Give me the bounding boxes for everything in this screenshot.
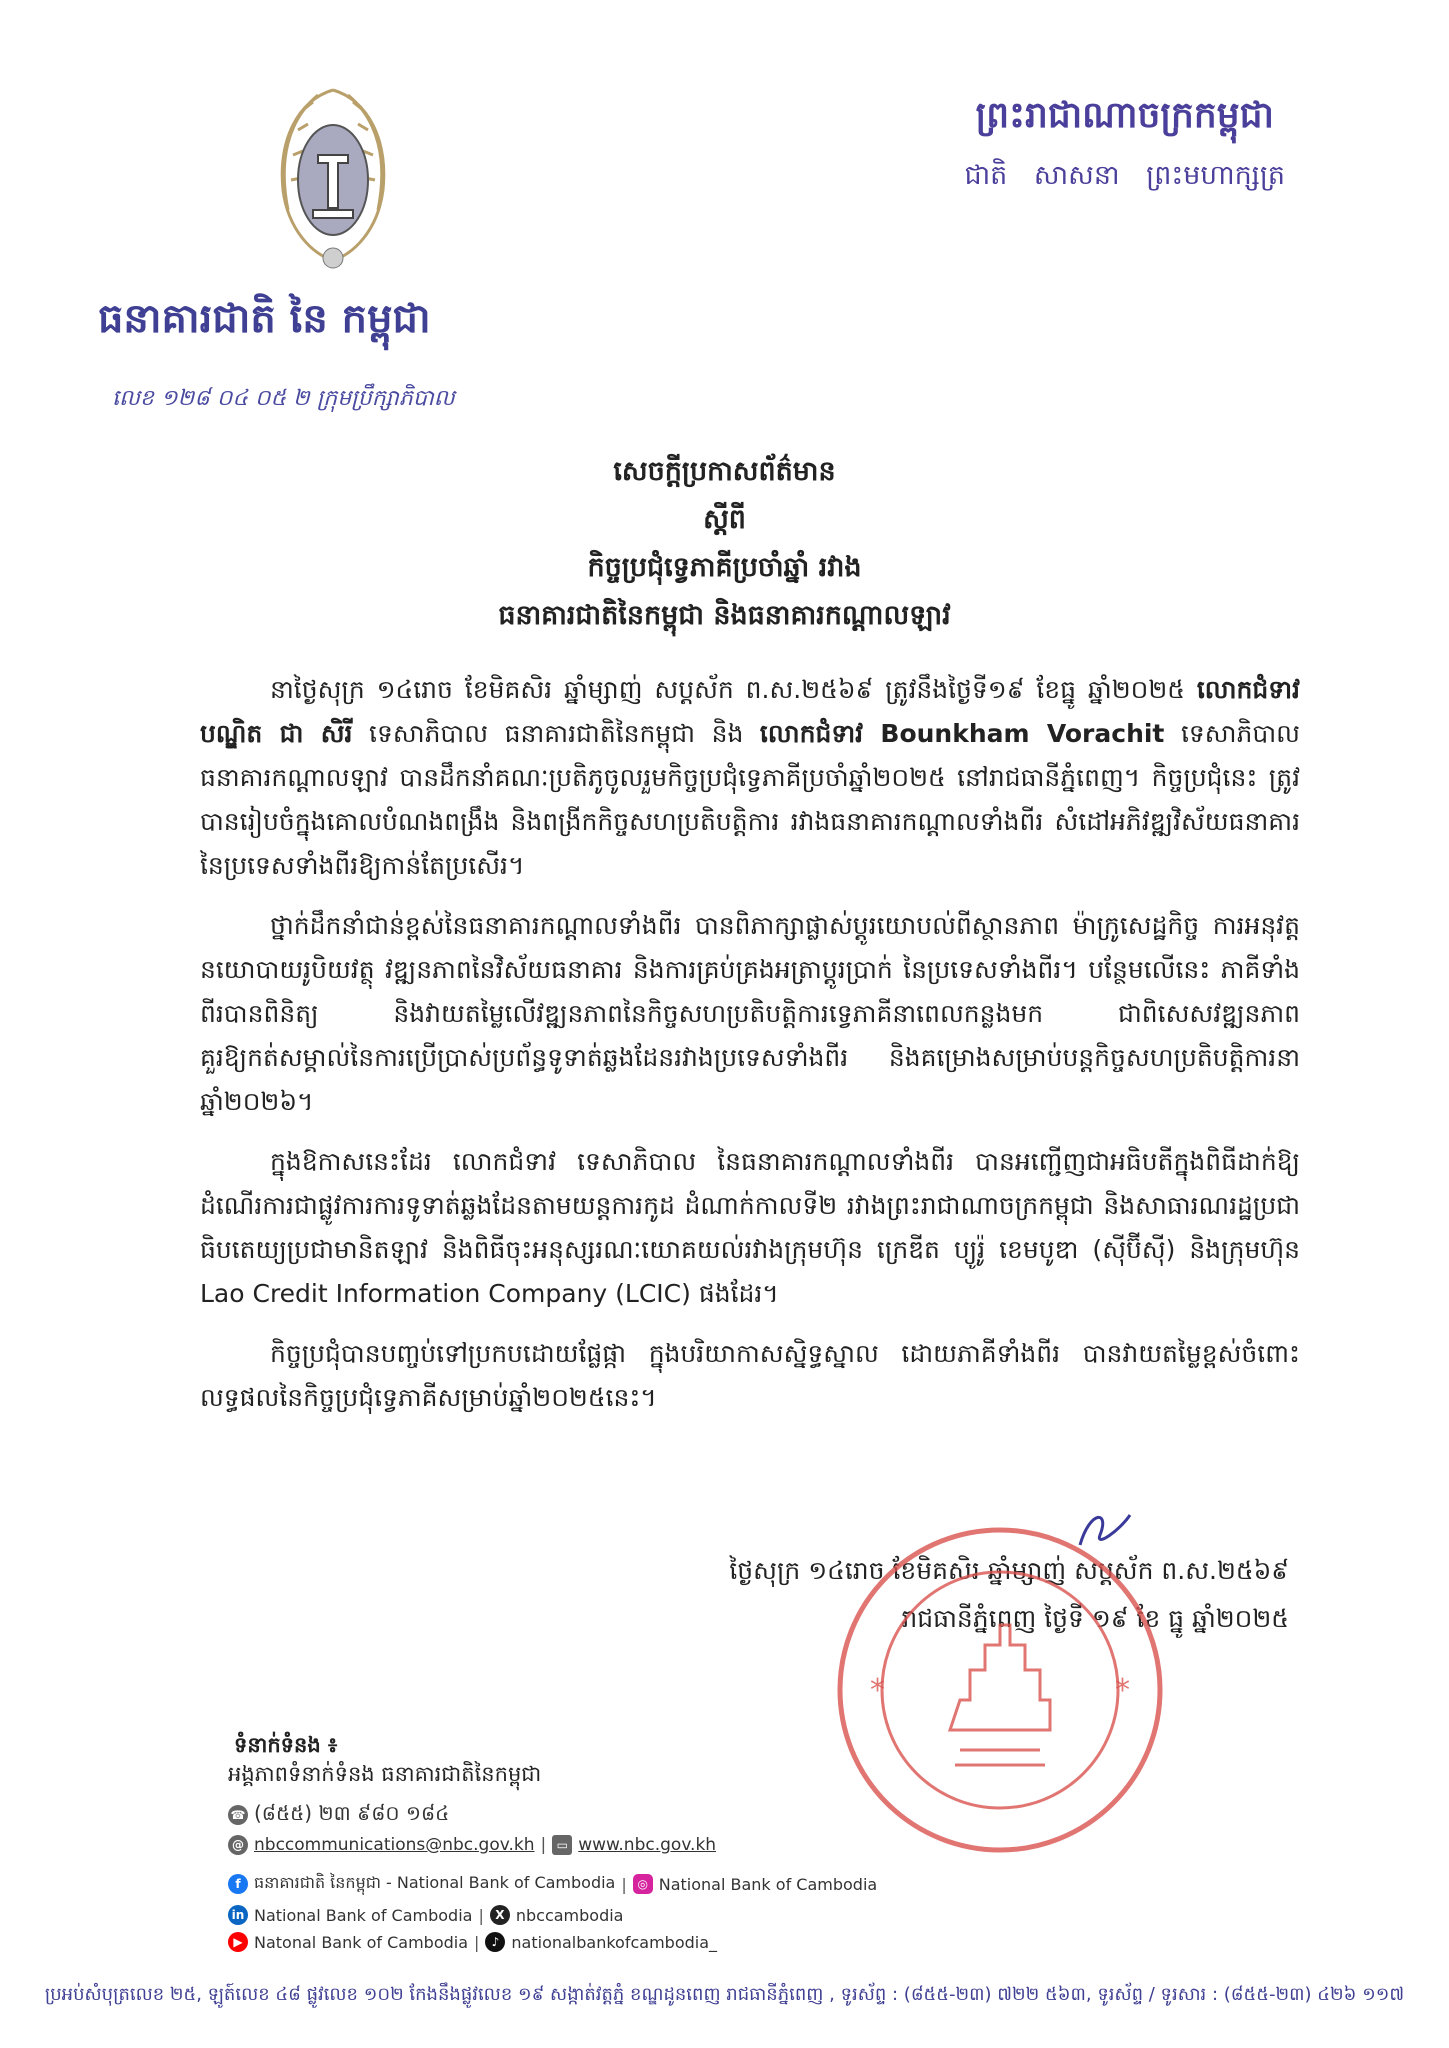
- official-seal: [830, 1520, 1170, 1860]
- kingdom-motto: ជាតិ សាសនា ព្រះមហាក្សត្រ: [964, 160, 1285, 191]
- p1-text-c: ទេសាភិបាល ធនាគារជាតិនៃកម្ពុជា និង: [352, 719, 760, 748]
- kingdom-title: ព្រះរាជាណាចក្រកម្ពុជា: [975, 95, 1274, 136]
- youtube-icon: ▶: [228, 1932, 248, 1952]
- social-row-1: f ធនាគារជាតិ នៃកម្ពុជា - National Bank of Cambodia | ◎ National Bank of Cambodia: [228, 1872, 877, 1896]
- contact-x[interactable]: nbccambodia: [515, 1905, 624, 1925]
- governor-cambodia: លោកជំទាវបណ្ឌិត ជា សិរី: [200, 675, 1300, 748]
- paragraph-3: ក្នុងឱកាសនេះដែរ លោកជំទាវ ទេសាភិបាល នៃធនាគារកណ្តាលទាំងពីរ បានអញ្ជើញជាអធិបតីក្នុងពិធីដាក់ឱ្យដំណើរការជាផ្លូវការការទូទាត់ឆ្លងដែនតាមយន្តការកូដ ដំណាក់កាលទី២ រវាងព្រះរាជាណាចក្រកម្ពុជា និងសាធារណរដ្ឋប្រជាធិបតេយ្យប្រជាមានិតឡាវ និងពិធីចុះអនុស្សរណៈយោគយល់រវាងក្រុមហ៊ុន ក្រេឌីត ប្យូរ៉ូ ខេមបូឌា (ស៊ីប៊ីស៊ី) និងក្រុមហ៊ុន Lao Credit Information Company (LCIC) ផងដែរ។: [200, 1147, 1300, 1308]
- reference-number: លេខ ១២៨ ០៤ ០៥ ២ ក្រុមប្រឹក្សាភិបាល: [112, 386, 455, 411]
- title-line-1: សេចក្តីប្រកាសព័ត៌មាន: [613, 456, 836, 487]
- footer-address: ប្រអប់សំបុត្រលេខ ២៥, ឡូត៍លេខ ៤៨ ផ្លូវលេខ ១០២ កែងនឹងផ្លូវលេខ ១៩ សង្កាត់វត្តភ្នំ ខណ្ឌដូនពេញ រាជធានីភ្នំពេញ , ទូរស័ព្ទ : (៨៥៥-២៣) ៧២២ ៥៦៣, ទូរស័ព្ទ / ទូរសារ : (៨៥៥-២៣) ៤២៦ ១១៧: [44, 1984, 1405, 2005]
- governor-laos: លោកជំទាវ Bounkham Vorachit: [759, 719, 1165, 748]
- contact-phone-row: [228, 1800, 449, 1830]
- paragraph-4: កិច្ចប្រជុំបានបញ្ចប់ទៅប្រកបដោយផ្លែផ្កា ក្នុងបរិយាកាសស្និទ្ធស្នាល ដោយភាគីទាំងពីរ បានវាយតម្លៃខ្ពស់ចំពោះលទ្ធផលនៃកិច្ចប្រជុំទ្វេភាគីសម្រាប់ឆ្នាំ២០២៥នេះ។: [200, 1339, 1300, 1412]
- contact-heading: ទំនាក់ទំនង ៖: [234, 1733, 338, 1757]
- document-titles: [0, 448, 1449, 640]
- paragraph-1: [200, 668, 1300, 888]
- contact-instagram[interactable]: National Bank of Cambodia: [658, 1874, 878, 1894]
- contact-phone: (៨៥៥) ២៣ ៩៨០ ១៨៤: [254, 1801, 450, 1825]
- svg-text:*: *: [1115, 1673, 1130, 1708]
- p1-text-a: នាថ្ងៃសុក្រ ១៤រោច ខែមិគសិរ ឆ្នាំម្សាញ់ សប្តស័ក ព.ស.២៥៦៩ ត្រូវនឹងថ្ងៃទី១៩ ខែធ្នូ ឆ្នាំ២០២៥: [270, 675, 1197, 704]
- bank-logo: [258, 80, 408, 280]
- x-icon: X: [490, 1905, 510, 1925]
- email-icon: @: [228, 1835, 248, 1855]
- title-line-3: កិច្ចប្រជុំទ្វេភាគីប្រចាំឆ្នាំ រវាង: [587, 552, 862, 583]
- contact-youtube[interactable]: Natonal Bank of Cambodia: [254, 1932, 469, 1952]
- contact-website[interactable]: www.nbc.gov.kh: [578, 1835, 717, 1855]
- tiktok-icon: ♪: [485, 1932, 505, 1952]
- contact-web-row: @ nbccommunications@nbc.gov.kh | ▭ www.nbc.gov.kh: [228, 1835, 716, 1855]
- date-lunar: ថ្ងៃសុក្រ ១៤រោច ខែមិគសិរ ឆ្នាំម្សាញ់ សប្តស័ក ព.ស.២៥៦៩: [729, 1556, 1289, 1585]
- contact-tiktok[interactable]: nationalbankofcambodia_: [511, 1932, 718, 1952]
- bank-name: ធនាគារជាតិ នៃ កម្ពុជា: [98, 296, 431, 342]
- contact-facebook[interactable]: ធនាគារជាតិ នៃកម្ពុជា - National Bank of Cambodia: [254, 1873, 616, 1892]
- p1-text-e: ទេសាភិបាល ធនាគារកណ្តាលឡាវ បានដឹកនាំគណៈប្រតិភូចូលរួមកិច្ចប្រជុំទ្វេភាគីប្រចាំឆ្នាំ២០២៥ នៅរាជធានីភ្នំពេញ។ កិច្ចប្រជុំនេះ ត្រូវបានរៀបចំក្នុងគោលបំណងពង្រឹង និងពង្រីកកិច្ចសហប្រតិបត្តិការ រវាងធនាគារកណ្តាលទាំងពីរ សំដៅអភិវឌ្ឍវិស័យធនាគារនៃប្រទេសទាំងពីរឱ្យកាន់តែប្រសើរ។: [200, 719, 1300, 880]
- contact-linkedin[interactable]: National Bank of Cambodia: [254, 1905, 473, 1925]
- paragraph-2: ថ្នាក់ដឹកនាំជាន់ខ្ពស់នៃធនាគារកណ្តាលទាំងពីរ បានពិភាក្សាផ្លាស់ប្តូរយោបល់ពីស្ថានភាព ម៉ាក្រូសេដ្ឋកិច្ច ការអនុវត្តនយោបាយរូបិយវត្ថុ វឌ្ឍនភាពនៃវិស័យធនាគារ និងការគ្រប់គ្រងអត្រាប្តូរប្រាក់ នៃប្រទេសទាំងពីរ។ បន្ថែមលើនេះ ភាគីទាំងពីរបានពិនិត្យ និងវាយតម្លៃលើវឌ្ឍនភាពនៃកិច្ចសហប្រតិបត្តិការទ្វេភាគីនាពេលកន្លងមក ជាពិសេសវឌ្ឍនភាពគួរឱ្យកត់សម្គាល់នៃការប្រើប្រាស់ប្រព័ន្ធទូទាត់ឆ្លងដែនរវាងប្រទេសទាំងពីរ និងគម្រោងសម្រាប់បន្តកិច្ចសហប្រតិបត្តិការនាឆ្នាំ២០២៦។: [200, 911, 1300, 1116]
- social-row-3: ▶ Natonal Bank of Cambodia | ♪ nationalbankofcambodia_: [228, 1932, 717, 1952]
- kingdom-header: [964, 92, 1285, 198]
- svg-text:*: *: [870, 1673, 885, 1708]
- title-line-4: ធនាគារជាតិនៃកម្ពុជា និងធនាគារកណ្តាលឡាវ: [498, 600, 951, 631]
- phone-icon: ☎: [228, 1805, 248, 1825]
- facebook-icon: f: [228, 1874, 248, 1894]
- instagram-icon: ◎: [633, 1874, 653, 1894]
- title-line-2: ស្តីពី: [703, 504, 746, 535]
- contact-email[interactable]: nbccommunications@nbc.gov.kh: [254, 1835, 535, 1855]
- social-row-2: in National Bank of Cambodia | X nbccambodia: [228, 1905, 623, 1925]
- website-icon: ▭: [552, 1835, 572, 1855]
- document-body: [200, 668, 1300, 1436]
- contact-department: អង្គភាពទំនាក់ទំនង ធនាគារជាតិនៃកម្ពុជា: [228, 1762, 542, 1786]
- date-solar: រាជធានីភ្នំពេញ ថ្ងៃទី ១៩ ខែ ធ្នូ ឆ្នាំ២០២៥: [901, 1604, 1289, 1633]
- linkedin-icon: in: [228, 1905, 248, 1925]
